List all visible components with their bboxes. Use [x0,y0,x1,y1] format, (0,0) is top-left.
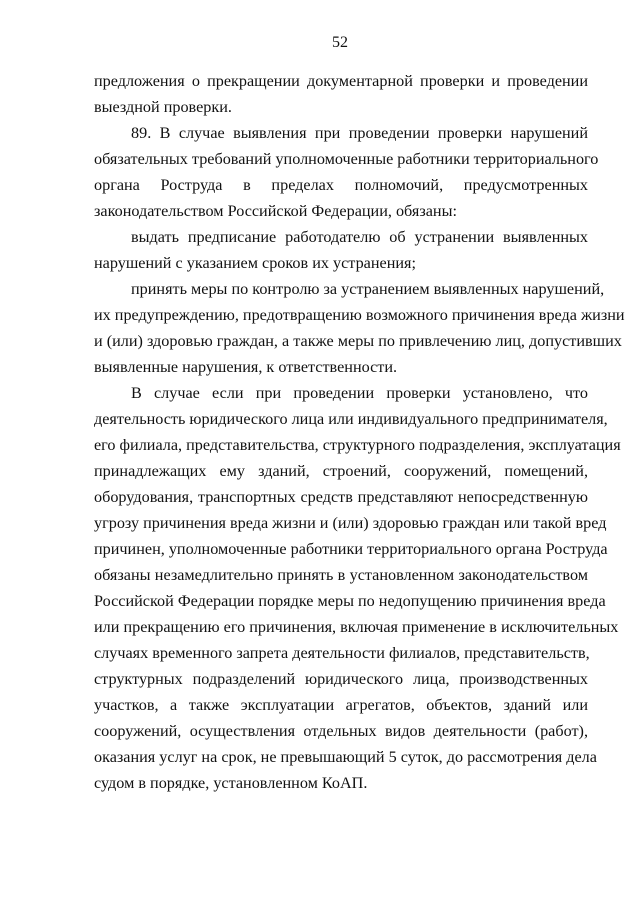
text-line: 89. В случае выявления при проведении проверки нарушений [131,124,588,142]
text-line: оказания услуг на срок, не превышающий 5 суток, до рассмотрения дела [94,748,597,766]
text-line: нарушений с указанием сроков их устранения; [94,254,416,272]
paragraph [94,224,588,276]
text-line: В случае если при проведении проверки установлено, что [131,384,588,402]
text-line: оборудования, транспортных средств представляют непосредственную [94,488,588,506]
text-line: выдать предписание работодателю об устранении выявленных [131,228,588,246]
text-line: угрозу причинения вреда жизни и (или) здоровью граждан или такой вред [94,514,607,532]
text-line: выездной проверки. [94,98,232,116]
text-line: участков, а также эксплуатации агрегатов, объектов, зданий или [94,696,588,714]
text-line: органа Роструда в пределах полномочий, предусмотренных [94,176,588,194]
text-line: Российской Федерации порядке меры по недопущению причинения вреда [94,592,606,610]
text-line: и (или) здоровью граждан, а также меры по привлечению лиц, допустивших [94,332,622,350]
paragraph [94,276,625,380]
text-line: причинен, уполномоченные работники территориального органа Роструда [94,540,608,558]
text-line: законодательством Российской Федерации, обязаны: [94,202,457,220]
text-line: или прекращению его причинения, включая применение в исключительных [94,618,619,636]
page-number: 52 [332,34,348,51]
text-line: их предупреждению, предотвращению возможного причинения вреда жизни [94,306,625,324]
text-line: обязаны незамедлительно принять в установленном законодательством [94,566,588,584]
text-line: судом в порядке, установленном КоАП. [94,774,368,792]
text-line: предложения о прекращении документарной проверки и проведении [94,72,588,90]
document-body [94,68,625,796]
paragraph [94,68,588,120]
text-line: его филиала, представительства, структурного подразделения, эксплуатация [94,436,621,454]
paragraph [94,380,621,796]
text-line: сооружений, осуществления отдельных видов деятельности (работ), [94,722,588,740]
text-line: принадлежащих ему зданий, строений, сооружений, помещений, [94,462,588,480]
text-line: структурных подразделений юридического лица, производственных [94,670,588,688]
text-line: принять меры по контролю за устранением выявленных нарушений, [131,280,605,298]
paragraph [94,120,599,224]
text-line: обязательных требований уполномоченные работники территориального [94,150,599,168]
text-line: случаях временного запрета деятельности филиалов, представительств, [94,644,590,662]
text-line: выявленные нарушения, к ответственности. [94,358,398,376]
text-line: деятельность юридического лица или индивидуального предпринимателя, [94,410,608,428]
